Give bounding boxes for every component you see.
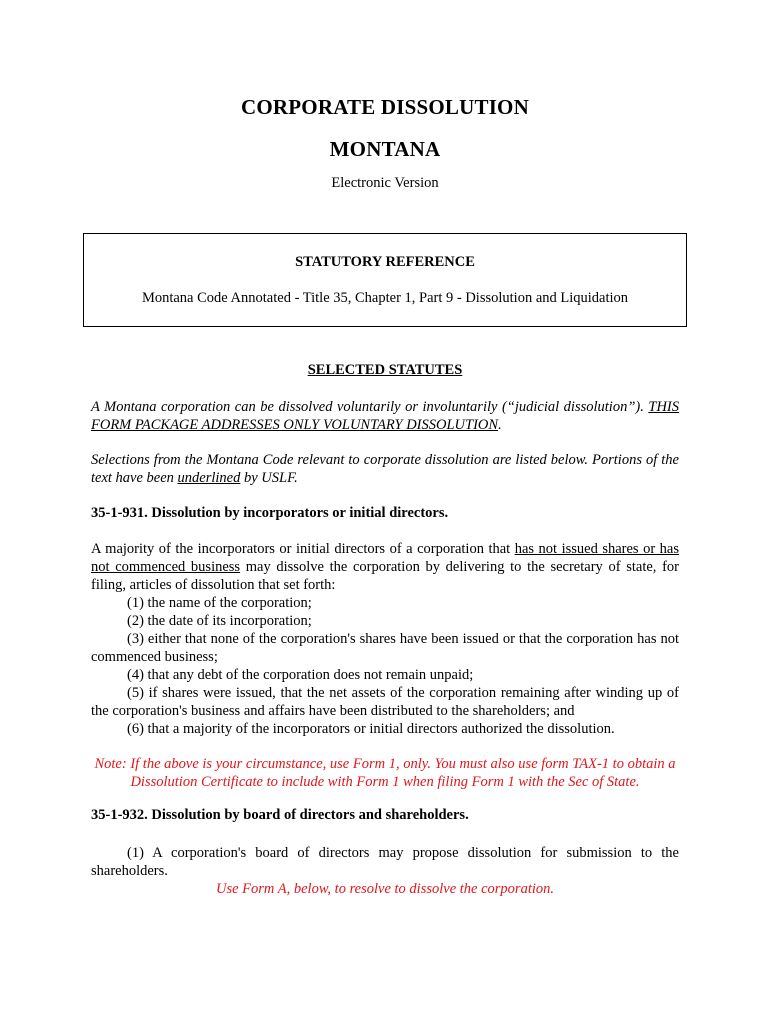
selections-text: Selections from the Montana Code relevant to corporate dissolution are listed below. Portions of the text have been	[91, 452, 679, 486]
intro-text: A Montana corporation can be dissolved voluntarily or involuntarily (“judicial dissolution”).	[91, 399, 649, 415]
document-title: CORPORATE DISSOLUTION	[241, 95, 529, 119]
statute-931-item-6: (6) that a majority of the incorporators or initial directors authorized the dissolution.	[127, 721, 615, 737]
statute-931-text: A majority of the incorporators or initial directors of a corporation that	[91, 541, 515, 557]
statute-931-item-3: (3) either that none of the corporation's shares have been issued or that the corporation has not commenced business;	[91, 631, 679, 665]
selections-underlined-word: underlined	[177, 470, 241, 486]
selected-statutes-heading: SELECTED STATUTES	[307, 362, 463, 378]
statute-931-item-2: (2) the date of its incorporation;	[127, 613, 312, 629]
statute-931-heading: 35-1-931. Dissolution by incorporators or initial directors.	[91, 505, 449, 521]
statute-931-item-5: (5) if shares were issued, that the net assets of the corporation remaining after winding up of the corporation's business and affairs have been distributed to the shareholders; and	[91, 685, 679, 719]
selections-end: by USLF.	[240, 470, 298, 486]
statute-931-note: Note: If the above is your circumstance, use Form 1, only. You must also use form TAX-1 to obtain a Dissolution Certificate to include with Form 1 when filing Form 1 with the Sec of State.	[94, 756, 676, 790]
statute-931-underlined-text: has not issued shares or has not commenced business	[91, 541, 679, 575]
statutory-reference-heading: STATUTORY REFERENCE	[295, 254, 475, 270]
statute-931-text-cont: may dissolve the corporation by delivering to the secretary of state, for filing, articles of dissolution that set forth:	[91, 559, 679, 593]
statute-932-note: Use Form A, below, to resolve to dissolve the corporation.	[215, 881, 555, 897]
statute-931-item-1: (1) the name of the corporation;	[127, 595, 312, 611]
statute-932-item-1: (1) A corporation's board of directors may propose dissolution for submission to the shareholders.	[91, 845, 679, 879]
document-state-title: MONTANA	[329, 137, 441, 161]
intro-end: .	[498, 417, 502, 433]
statute-931-item-4: (4) that any debt of the corporation does not remain unpaid;	[127, 667, 474, 683]
statute-932-heading: 35-1-932. Dissolution by board of directors and shareholders.	[91, 807, 469, 823]
intro-paragraph	[91, 398, 679, 434]
selections-paragraph	[91, 451, 679, 487]
statutory-reference-text: Montana Code Annotated - Title 35, Chapter 1, Part 9 - Dissolution and Liquidation	[141, 290, 629, 306]
statutory-reference-box	[83, 233, 687, 327]
statute-932-body	[91, 844, 679, 898]
document-subtitle: Electronic Version	[331, 175, 439, 191]
intro-underlined-text: THIS FORM PACKAGE ADDRESSES ONLY VOLUNTARY DISSOLUTION	[91, 399, 679, 433]
statute-931-body	[91, 540, 679, 738]
